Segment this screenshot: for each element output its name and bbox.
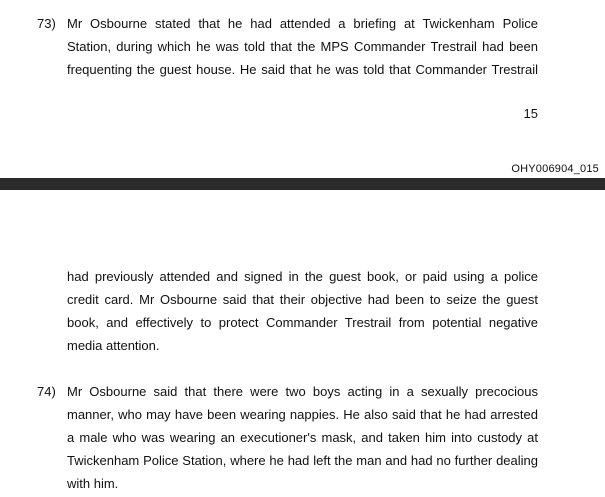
document-reference: OHY006904_015 <box>511 163 599 175</box>
paragraph-line: book, and effectively to protect Commander Trestrail from potential negative <box>67 315 538 330</box>
paragraph-number: 74) <box>37 384 56 399</box>
paragraph-number: 73) <box>37 16 56 31</box>
paragraph-line: Station, during which he was told that the MPS Commander Trestrail had been <box>67 39 538 54</box>
paragraph-line: with him. <box>67 476 119 491</box>
paragraph-line: media attention. <box>67 338 160 353</box>
page-break-divider <box>0 178 605 190</box>
paragraph-line: a male who was wearing an executioner's mask, and taken him into custody at <box>67 430 538 445</box>
paragraph-line: Mr Osbourne said that there were two boys acting in a sexually precocious <box>67 384 538 399</box>
paragraph-line: Mr Osbourne stated that he had attended a briefing at Twickenham Police <box>67 16 538 31</box>
paragraph-line: Twickenham Police Station, where he had left the man and had no further dealing <box>67 453 538 468</box>
page-number: 15 <box>523 106 538 121</box>
paragraph-line: had previously attended and signed in the guest book, or paid using a police <box>67 269 538 284</box>
paragraph-line: credit card. Mr Osbourne said that their objective had been to seize the guest <box>67 292 538 307</box>
paragraph-line: manner, who may have been wearing nappies. He also said that he had arrested <box>67 407 538 422</box>
paragraph-line: frequenting the guest house. He said that he was told that Commander Trestrail <box>67 62 538 77</box>
